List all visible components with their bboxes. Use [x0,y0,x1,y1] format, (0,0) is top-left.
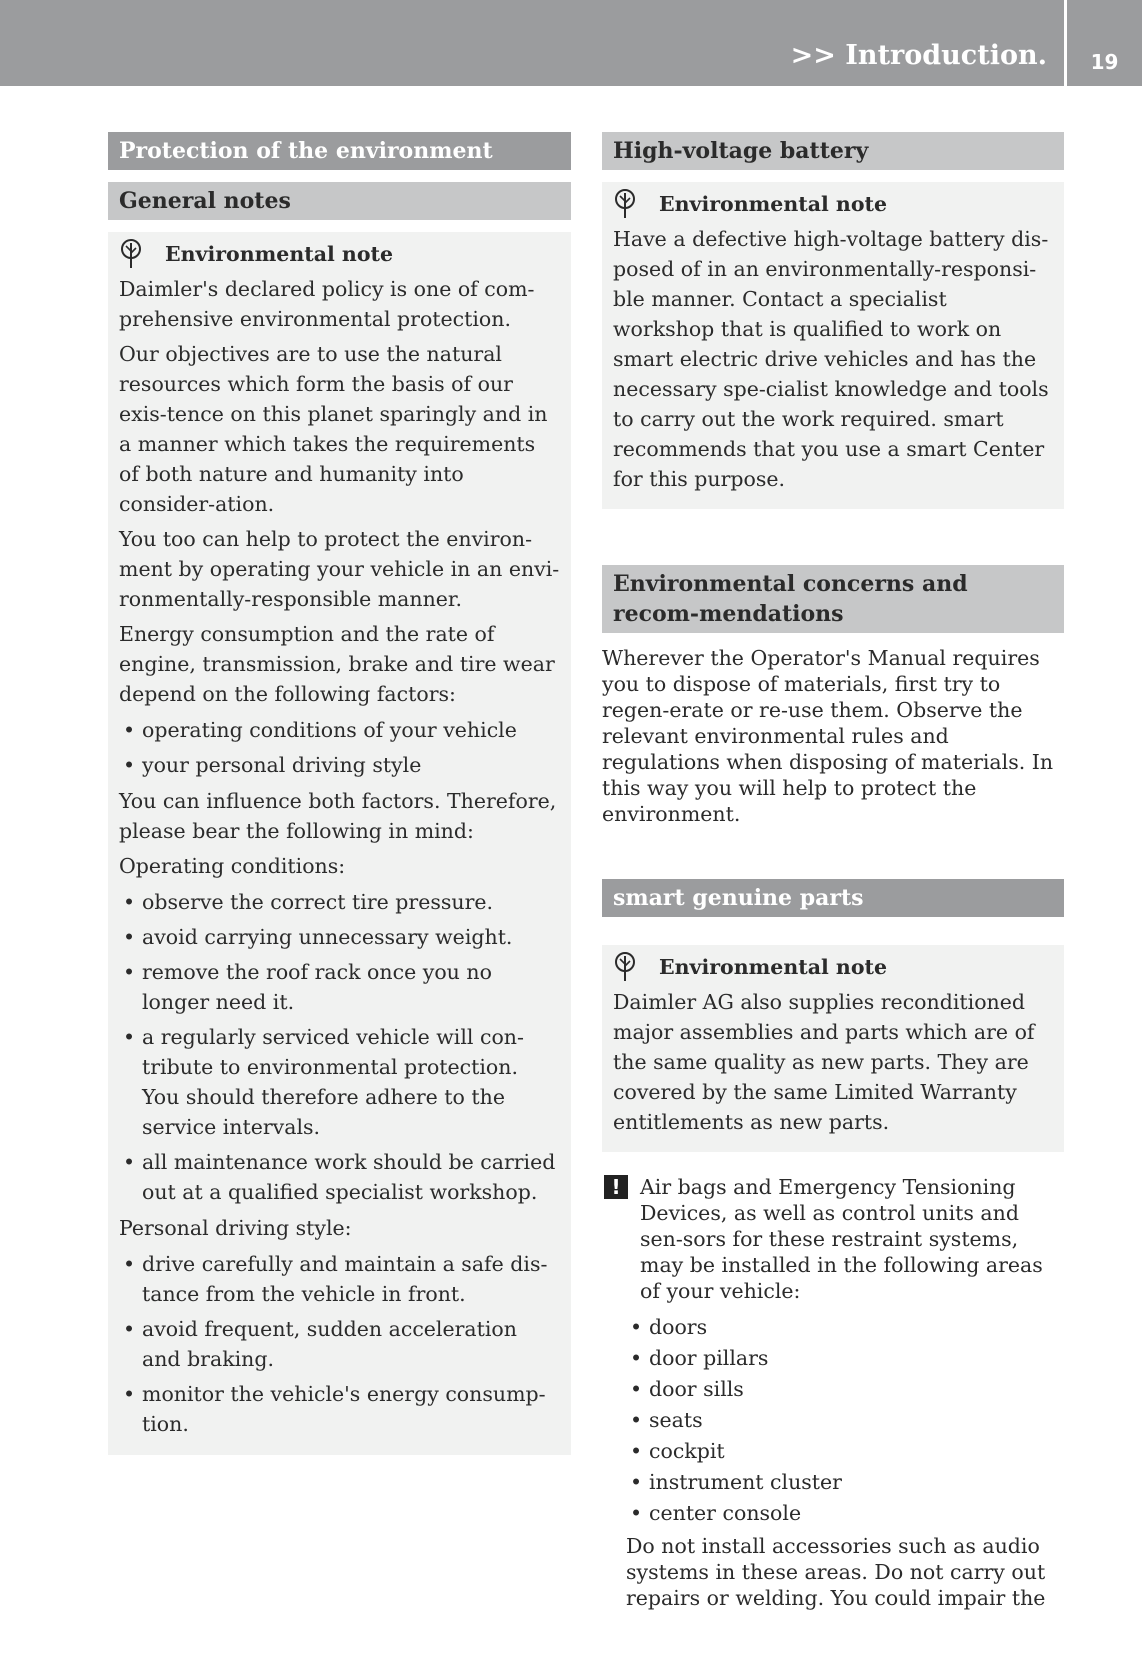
note-heading: Environmental note [165,242,394,266]
list-item: • your personal driving style [119,750,560,780]
environment-note-icon [613,188,649,220]
list-item: • remove the roof rack once you no longer need it. [119,957,560,1017]
airbag-areas-list [626,1312,1064,1529]
note-header [119,238,560,270]
list-item: • monitor the vehicle's energy consump-tion. [119,1379,560,1439]
note-paragraph: You can influence both factors. Therefore, please bear the following in mind: [119,789,557,843]
list-item: • seats [626,1405,1064,1436]
factors-list [119,715,560,780]
environment-note-icon [613,951,649,983]
driving-style-label: Personal driving style: [119,1216,352,1240]
list-item: • door pillars [626,1343,1064,1374]
list-item: • doors [626,1312,1064,1343]
left-column [108,132,571,1455]
section-heading-high-voltage-battery: High-voltage battery [602,132,1064,170]
note-paragraph: Daimler's declared policy is one of com-prehensive environmental protection. [119,277,535,331]
list-item: • door sills [626,1374,1064,1405]
subsection-heading-general-notes: General notes [108,182,571,220]
note-paragraph: Daimler AG also supplies reconditioned major assemblies and parts which are of the same quality as new parts. They are covered by the same Limited Warranty entitlements as new parts. [613,990,1035,1134]
concerns-paragraph: Wherever the Operator's Manual requires you to dispose of materials, first try to regen-erate or re-use them. Observe the relevant environmental rules and regulations when disposing of materials. In this way you will help to protect the environment. [602,646,1054,826]
list-item: • avoid frequent, sudden acceleration and braking. [119,1314,560,1374]
note-paragraph: Our objectives are to use the natural resources which form the basis of our exis-tence on this planet sparingly and in a manner which takes the requirements of both nature and humanity into consider-ation. [119,342,548,516]
list-item: • observe the correct tire pressure. [119,887,560,917]
list-item: • center console [626,1498,1064,1529]
section-heading-smart-genuine-parts: smart genuine parts [602,879,1064,917]
right-column [602,132,1064,1611]
note-paragraph: Energy consumption and the rate of engine, transmission, brake and tire wear depend on the following factors: [119,622,555,706]
note-header [613,951,1053,983]
list-item: • operating conditions of your vehicle [119,715,560,745]
operating-conditions-label: Operating conditions: [119,854,346,878]
section-heading-environmental-concerns: Environmental concerns and recom-mendations [602,565,1064,633]
note-paragraph: Have a defective high-voltage battery dis-posed of in an environmentally-responsi-ble manner. Contact a specialist workshop that is qualified to work on smart electric drive vehicles and has the necessary spe-cialist knowledge and tools to carry out the work required. smart recommends that you use a smart Center for this purpose. [613,227,1049,491]
environment-note-icon [119,238,155,270]
airbag-warning [602,1174,1064,1611]
note-heading: Environmental note [659,955,888,979]
note-header [613,188,1053,220]
environmental-note-box [108,232,571,1455]
section-heading-protection: Protection of the environment [108,132,571,170]
warning-closing: Do not install accessories such as audio systems in these areas. Do not carry out repairs or welding. You could impair the [626,1534,1046,1610]
operating-conditions-list [119,887,560,1207]
battery-note-box [602,182,1064,509]
driving-style-list [119,1249,560,1439]
list-item: • instrument cluster [626,1467,1064,1498]
list-item: • a regularly serviced vehicle will con-tribute to environmental protection. You should therefore adhere to the service intervals. [119,1022,560,1142]
page-number: 19 [1090,50,1119,74]
list-item: • drive carefully and maintain a safe dis-tance from the vehicle in front. [119,1249,560,1309]
list-item: • avoid carrying unnecessary weight. [119,922,560,952]
header-section-title: >> Introduction. [790,40,1047,71]
list-item: • cockpit [626,1436,1064,1467]
note-heading: Environmental note [659,192,888,216]
list-item: • all maintenance work should be carried out at a qualified specialist workshop. [119,1147,560,1207]
parts-note-box [602,945,1064,1152]
warning-intro: Air bags and Emergency Tensioning Devices, as well as control units and sen-sors for these restraint systems, may be installed in the following areas of your vehicle: [640,1175,1043,1303]
warning-icon: ! [604,1175,628,1199]
note-paragraph: You too can help to protect the environ-ment by operating your vehicle in an envi-ronmentally-responsible manner. [119,527,560,611]
